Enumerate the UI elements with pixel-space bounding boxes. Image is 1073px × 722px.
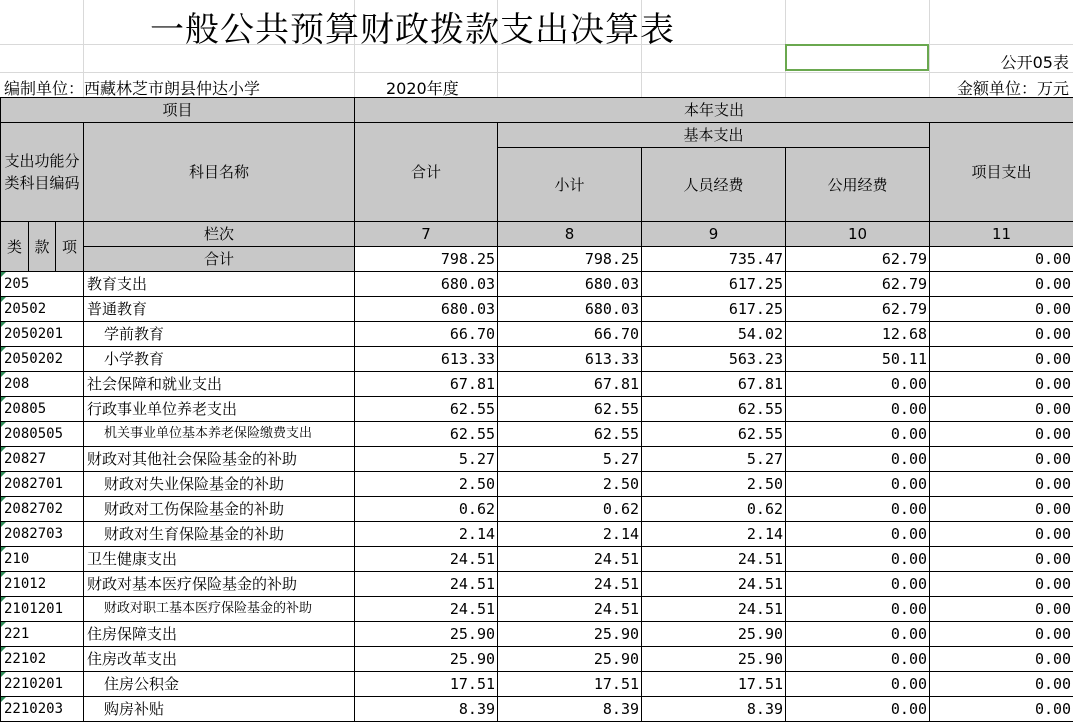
header-basic[interactable]: 基本支出 — [498, 123, 930, 148]
amount-cell[interactable]: 25.90 — [355, 622, 498, 647]
amount-cell[interactable]: 0.00 — [786, 547, 930, 572]
header-item[interactable]: 项目 — [1, 98, 355, 123]
amount-cell[interactable]: 62.55 — [498, 397, 642, 422]
subject-name-cell[interactable]: 住房公积金 — [84, 672, 355, 697]
amount-cell[interactable]: 0.00 — [930, 597, 1073, 622]
table-row — [1, 322, 1073, 347]
amount-cell[interactable]: 0.00 — [930, 272, 1073, 297]
amount-cell[interactable]: 25.90 — [642, 622, 786, 647]
amount-cell[interactable]: 0.00 — [930, 497, 1073, 522]
budget-table — [0, 97, 1073, 722]
header-personnel[interactable]: 人员经费 — [642, 148, 786, 222]
total-cell[interactable]: 0.00 — [930, 247, 1073, 272]
amount-cell[interactable]: 5.27 — [355, 447, 498, 472]
amount-cell[interactable]: 680.03 — [498, 272, 642, 297]
amount-cell[interactable]: 62.79 — [786, 272, 930, 297]
amount-cell[interactable]: 613.33 — [355, 347, 498, 372]
amount-cell[interactable]: 17.51 — [642, 672, 786, 697]
header-kuan[interactable]: 款 — [29, 222, 56, 272]
amount-cell[interactable]: 8.39 — [498, 697, 642, 722]
amount-cell[interactable]: 54.02 — [642, 322, 786, 347]
amount-cell[interactable]: 24.51 — [642, 572, 786, 597]
subject-name-cell[interactable]: 财政对职工基本医疗保险基金的补助 — [84, 597, 355, 622]
amount-cell[interactable]: 25.90 — [355, 647, 498, 672]
amount-cell[interactable]: 24.51 — [355, 547, 498, 572]
amount-cell[interactable]: 680.03 — [355, 297, 498, 322]
currency-unit: 金额单位：万元 — [956, 79, 1069, 98]
amount-cell[interactable]: 25.90 — [498, 647, 642, 672]
col-no-8[interactable]: 8 — [498, 222, 642, 247]
amount-cell[interactable]: 0.00 — [786, 472, 930, 497]
subject-name-cell[interactable]: 卫生健康支出 — [84, 547, 355, 572]
subject-code-cell[interactable]: 2210201 — [1, 672, 84, 697]
amount-cell[interactable]: 50.11 — [786, 347, 930, 372]
header-subject-name[interactable]: 科目名称 — [84, 123, 355, 222]
amount-cell[interactable]: 62.79 — [786, 297, 930, 322]
amount-cell[interactable]: 24.51 — [642, 597, 786, 622]
amount-cell[interactable]: 0.00 — [786, 397, 930, 422]
amount-cell[interactable]: 0.00 — [930, 322, 1073, 347]
col-no-11[interactable]: 11 — [930, 222, 1073, 247]
amount-cell[interactable]: 24.51 — [498, 597, 642, 622]
amount-cell[interactable]: 0.00 — [930, 697, 1073, 722]
amount-cell[interactable]: 0.00 — [930, 647, 1073, 672]
subject-code-cell[interactable]: 21012 — [1, 572, 84, 597]
table-row — [1, 697, 1073, 722]
subject-code-cell[interactable]: 20502 — [1, 297, 84, 322]
amount-cell[interactable]: 0.00 — [930, 472, 1073, 497]
subject-name-cell[interactable]: 小学教育 — [84, 347, 355, 372]
subject-code-cell[interactable]: 2082702 — [1, 497, 84, 522]
amount-cell[interactable]: 24.51 — [642, 547, 786, 572]
header-current-year[interactable]: 本年支出 — [355, 98, 1073, 123]
amount-cell[interactable]: 62.55 — [642, 422, 786, 447]
amount-cell[interactable]: 0.00 — [786, 647, 930, 672]
amount-cell[interactable]: 0.00 — [786, 447, 930, 472]
subject-code-cell[interactable]: 210 — [1, 547, 84, 572]
amount-cell[interactable]: 12.68 — [786, 322, 930, 347]
amount-cell[interactable]: 24.51 — [355, 597, 498, 622]
subject-code-cell[interactable]: 2210203 — [1, 697, 84, 722]
amount-cell[interactable]: 67.81 — [355, 372, 498, 397]
subject-name-cell[interactable]: 财政对其他社会保险基金的补助 — [84, 447, 355, 472]
table-row — [1, 547, 1073, 572]
table-row — [1, 522, 1073, 547]
total-cell[interactable]: 798.25 — [498, 247, 642, 272]
amount-cell[interactable]: 0.00 — [930, 622, 1073, 647]
subject-code-cell[interactable]: 20805 — [1, 397, 84, 422]
amount-cell[interactable]: 5.27 — [498, 447, 642, 472]
amount-cell[interactable]: 680.03 — [355, 272, 498, 297]
subject-name-cell[interactable]: 财政对生育保险基金的补助 — [84, 522, 355, 547]
amount-cell[interactable]: 62.55 — [498, 422, 642, 447]
amount-cell[interactable]: 25.90 — [642, 647, 786, 672]
subject-code-cell[interactable]: 20827 — [1, 447, 84, 472]
fiscal-year: 2020年度 — [386, 79, 459, 98]
amount-cell[interactable]: 2.50 — [355, 472, 498, 497]
header-public[interactable]: 公用经费 — [786, 148, 930, 222]
subject-name-cell[interactable]: 行政事业单位养老支出 — [84, 397, 355, 422]
amount-cell[interactable]: 0.00 — [786, 622, 930, 647]
col-no-9[interactable]: 9 — [642, 222, 786, 247]
sum-label[interactable]: 合计 — [84, 247, 355, 272]
table-row — [1, 297, 1073, 322]
amount-cell[interactable]: 0.00 — [786, 672, 930, 697]
table-row — [1, 347, 1073, 372]
amount-cell[interactable]: 17.51 — [498, 672, 642, 697]
amount-cell[interactable]: 617.25 — [642, 272, 786, 297]
table-row — [1, 472, 1073, 497]
subject-name-cell[interactable]: 社会保障和就业支出 — [84, 372, 355, 397]
amount-cell[interactable]: 8.39 — [355, 697, 498, 722]
amount-cell[interactable]: 0.00 — [786, 522, 930, 547]
subject-code-cell[interactable]: 22102 — [1, 647, 84, 672]
amount-cell[interactable]: 62.55 — [355, 397, 498, 422]
amount-cell[interactable]: 66.70 — [498, 322, 642, 347]
amount-cell[interactable]: 0.00 — [930, 447, 1073, 472]
amount-cell[interactable]: 66.70 — [355, 322, 498, 347]
amount-cell[interactable]: 617.25 — [642, 297, 786, 322]
table-row — [1, 422, 1073, 447]
header-total[interactable]: 合计 — [355, 123, 498, 222]
amount-cell[interactable]: 67.81 — [498, 372, 642, 397]
header-xiang[interactable]: 项 — [56, 222, 84, 272]
amount-cell[interactable]: 0.00 — [786, 497, 930, 522]
header-column-no[interactable]: 栏次 — [84, 222, 355, 247]
subject-code-cell[interactable]: 208 — [1, 372, 84, 397]
amount-cell[interactable]: 0.00 — [786, 372, 930, 397]
amount-cell[interactable]: 0.00 — [930, 672, 1073, 697]
subject-name-cell[interactable]: 住房保障支出 — [84, 622, 355, 647]
amount-cell[interactable]: 2.50 — [498, 472, 642, 497]
header-subtotal[interactable]: 小计 — [498, 148, 642, 222]
subject-name-cell[interactable]: 财政对基本医疗保险基金的补助 — [84, 572, 355, 597]
amount-cell[interactable]: 0.00 — [930, 522, 1073, 547]
amount-cell[interactable]: 2.50 — [642, 472, 786, 497]
amount-cell[interactable]: 613.33 — [498, 347, 642, 372]
table-row — [1, 372, 1073, 397]
amount-cell[interactable]: 0.00 — [930, 372, 1073, 397]
amount-cell[interactable]: 24.51 — [498, 572, 642, 597]
gridline — [929, 0, 930, 97]
amount-cell[interactable]: 0.00 — [786, 422, 930, 447]
amount-cell[interactable]: 0.62 — [642, 497, 786, 522]
header-func-code[interactable]: 支出功能分类科目编码 — [1, 123, 84, 222]
table-row — [1, 597, 1073, 622]
header-project[interactable]: 项目支出 — [930, 123, 1073, 222]
total-cell[interactable]: 798.25 — [355, 247, 498, 272]
subject-code-cell[interactable]: 2050202 — [1, 347, 84, 372]
subject-name-cell[interactable]: 机关事业单位基本养老保险缴费支出 — [84, 422, 355, 447]
subject-name-cell[interactable]: 购房补贴 — [84, 697, 355, 722]
subject-name-cell[interactable]: 财政对工伤保险基金的补助 — [84, 497, 355, 522]
amount-cell[interactable]: 67.81 — [642, 372, 786, 397]
amount-cell[interactable]: 2.14 — [642, 522, 786, 547]
table-row — [1, 447, 1073, 472]
subject-code-cell[interactable]: 2082701 — [1, 472, 84, 497]
subject-code-cell[interactable]: 2080505 — [1, 422, 84, 447]
col-no-10[interactable]: 10 — [786, 222, 930, 247]
gridline — [0, 72, 1073, 73]
amount-cell[interactable]: 17.51 — [355, 672, 498, 697]
subject-name-cell[interactable]: 学前教育 — [84, 322, 355, 347]
amount-cell[interactable]: 0.00 — [930, 397, 1073, 422]
total-cell[interactable]: 62.79 — [786, 247, 930, 272]
amount-cell[interactable]: 2.14 — [498, 522, 642, 547]
amount-cell[interactable]: 0.00 — [930, 297, 1073, 322]
table-row — [1, 497, 1073, 522]
amount-cell[interactable]: 62.55 — [355, 422, 498, 447]
subject-name-cell[interactable]: 教育支出 — [84, 272, 355, 297]
subject-code-cell[interactable]: 2101201 — [1, 597, 84, 622]
subject-name-cell[interactable]: 住房改革支出 — [84, 647, 355, 672]
amount-cell[interactable]: 0.62 — [355, 497, 498, 522]
subject-code-cell[interactable]: 221 — [1, 622, 84, 647]
amount-cell[interactable]: 2.14 — [355, 522, 498, 547]
table-row — [1, 622, 1073, 647]
amount-cell[interactable]: 24.51 — [498, 547, 642, 572]
table-row — [1, 397, 1073, 422]
amount-cell[interactable]: 0.00 — [930, 547, 1073, 572]
amount-cell[interactable]: 24.51 — [355, 572, 498, 597]
table-row — [1, 647, 1073, 672]
subject-code-cell[interactable]: 2050201 — [1, 322, 84, 347]
table-row — [1, 572, 1073, 597]
amount-cell[interactable]: 0.00 — [930, 347, 1073, 372]
amount-cell[interactable]: 5.27 — [642, 447, 786, 472]
amount-cell[interactable]: 0.00 — [930, 422, 1073, 447]
amount-cell[interactable]: 0.00 — [930, 572, 1073, 597]
amount-cell[interactable]: 563.23 — [642, 347, 786, 372]
amount-cell[interactable]: 0.00 — [786, 597, 930, 622]
subject-code-cell[interactable]: 205 — [1, 272, 84, 297]
table-row — [1, 272, 1073, 297]
col-no-7[interactable]: 7 — [355, 222, 498, 247]
reporting-unit: 编制单位：西藏林芝市朗县仲达小学 — [4, 79, 261, 98]
amount-cell[interactable]: 25.90 — [498, 622, 642, 647]
amount-cell[interactable]: 8.39 — [642, 697, 786, 722]
page-title: 一般公共预算财政拨款支出决算表 — [150, 10, 675, 50]
subject-name-cell[interactable]: 财政对失业保险基金的补助 — [84, 472, 355, 497]
subject-code-cell[interactable]: 2082703 — [1, 522, 84, 547]
amount-cell[interactable]: 0.62 — [498, 497, 642, 522]
total-cell[interactable]: 735.47 — [642, 247, 786, 272]
header-lei[interactable]: 类 — [1, 222, 29, 272]
amount-cell[interactable]: 0.00 — [786, 697, 930, 722]
amount-cell[interactable]: 680.03 — [498, 297, 642, 322]
selected-cell[interactable] — [785, 44, 929, 71]
table-row — [1, 672, 1073, 697]
subject-name-cell[interactable]: 普通教育 — [84, 297, 355, 322]
amount-cell[interactable]: 62.55 — [642, 397, 786, 422]
amount-cell[interactable]: 0.00 — [786, 572, 930, 597]
form-number: 公开05表 — [1000, 53, 1069, 72]
